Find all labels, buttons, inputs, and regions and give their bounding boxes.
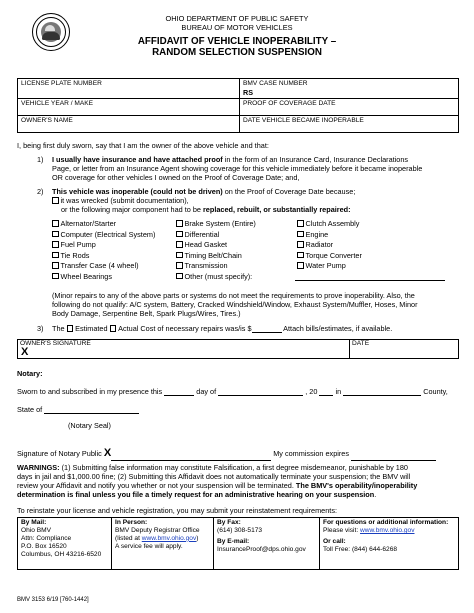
component-checklist (52, 219, 452, 282)
mail-line: Attn: Compliance (21, 534, 72, 542)
minor-repairs-line3: Body Damage, Serpentine Belt, Spark Plugs/Wires, Tires.) (52, 309, 241, 318)
in-person-line1: BMV Deputy Registrar Office (115, 526, 200, 534)
component-option-other[interactable]: Other (must specify): (176, 272, 252, 281)
questions-cell (320, 518, 459, 570)
checkbox[interactable] (176, 262, 183, 269)
owner-signature-x: X (21, 346, 29, 358)
component-option[interactable]: Computer (Electrical System) (52, 230, 155, 239)
item2-number: 2) (37, 187, 44, 196)
repair-cost-field[interactable] (252, 325, 282, 333)
warnings-line1: WARNINGS: (1) Submitting false information may constitute Falsification, a first degree misdemeanor, punishable by 180 (17, 463, 408, 472)
in-person-line2: (listed at www.bmv.ohio.gov) (115, 534, 199, 542)
date-label: DATE (352, 340, 370, 347)
vehicle-year-label: VEHICLE YEAR / MAKE (21, 100, 94, 108)
intro-text: I, being first duly sworn, say that I am the owner of the above vehicle and that: (17, 141, 269, 150)
item3-number: 3) (37, 324, 44, 333)
checkbox[interactable] (297, 220, 304, 227)
component-option[interactable]: Water Pump (297, 261, 346, 270)
item1-number: 1) (37, 155, 44, 164)
license-plate-label: LICENSE PLATE NUMBER (21, 80, 102, 87)
license-plate-field[interactable] (18, 79, 240, 99)
bmv-website-link[interactable]: www.bmv.ohio.gov (141, 534, 197, 542)
item1-line1: I usually have insurance and have attached proof in the form of an Insurance Card, Insurance Declarations (52, 155, 409, 164)
checkbox[interactable] (176, 220, 183, 227)
mail-cell (18, 518, 112, 570)
warnings-line4: determination is final unless you file a timely request for an administrative hearing on your suspension. (17, 490, 377, 499)
bmv-case-field[interactable] (240, 79, 459, 99)
questions-title: For questions or additional information: (323, 519, 449, 526)
component-option[interactable]: Torque Converter (297, 251, 362, 260)
checkbox[interactable] (297, 252, 304, 259)
item1-line2: Page, or letter from an Insurance Agent showing coverage for this vehicle immediately before it became inoperable (52, 164, 423, 173)
notary-signature-line: Signature of Notary Public X My commission expires (17, 447, 436, 461)
checkbox[interactable] (176, 241, 183, 248)
proof-date-field[interactable] (240, 99, 459, 116)
inoperable-date-label: DATE VEHICLE BECAME INOPERABLE (243, 117, 364, 125)
item3-line: The Estimated Actual Cost of necessary repairs was/is $ Attach bills/estimates, if available. (52, 324, 393, 333)
email-title: By E-mail: (217, 537, 250, 545)
call-number: Toll Free: (844) 644-6268 (323, 545, 398, 553)
form-title-line2: RANDOM SELECTION SUSPENSION (152, 47, 322, 58)
checkbox[interactable] (297, 241, 304, 248)
form-title-line1: AFFIDAVIT OF VEHICLE INOPERABILITY – (137, 36, 337, 47)
minor-repairs-line1: (Minor repairs to any of the above parts or systems do not meet the requirements to prove inoperability. Also, the (52, 291, 415, 300)
commission-expires-field[interactable] (351, 453, 436, 461)
minor-repairs-line2: following do not qualify: A/C system, Battery, Cracked Windshield/Window, Exhaust System/Muffler, Hoses, Minor (52, 300, 418, 309)
signature-date-field[interactable] (352, 346, 456, 358)
owner-signature-label: OWNER'S SIGNATURE (20, 340, 91, 347)
checkbox[interactable] (176, 231, 183, 238)
in-person-title: In Person: (115, 519, 148, 526)
county-field[interactable] (343, 388, 421, 396)
vehicle-info-grid (17, 78, 459, 133)
checkbox[interactable] (176, 252, 183, 259)
wrecked-checkbox[interactable] (52, 197, 59, 204)
fax-email-cell (214, 518, 320, 570)
checkbox[interactable] (52, 220, 59, 227)
in-person-line3: A service fee will apply. (115, 542, 183, 550)
component-option[interactable]: Differential (176, 230, 219, 239)
bmv-case-label: BMV CASE NUMBER (243, 80, 308, 87)
component-option[interactable]: Transmission (176, 261, 228, 270)
mail-line: P.O. Box 16520 (21, 542, 67, 550)
item2-line1: This vehicle was inoperable (could not be driven) on the Proof of Coverage Date because; (52, 187, 356, 196)
owner-name-field[interactable] (18, 116, 240, 133)
notary-state-line: State of (17, 405, 139, 414)
email-address[interactable]: InsuranceProof@dps.ohio.gov (217, 545, 306, 553)
checkbox[interactable] (297, 231, 304, 238)
component-option[interactable]: Radiator (297, 240, 333, 249)
mail-line: Columbus, OH 43216-6520 (21, 550, 102, 558)
item1-line3: OR coverage for other vehicles I owned on the Proof of Coverage Date; and, (52, 173, 300, 182)
bureau-name: BUREAU OF MOTOR VEHICLES (181, 23, 293, 32)
component-option[interactable]: Alternator/Starter (52, 219, 116, 228)
component-option[interactable]: Engine (297, 230, 328, 239)
proof-date-label: PROOF OF COVERAGE DATE (243, 100, 336, 108)
year-field[interactable] (319, 388, 333, 396)
reinstate-text: To reinstate your license and vehicle registration, you may submit your reinstatement requirements: (17, 506, 337, 515)
checkbox[interactable] (52, 241, 59, 248)
component-option[interactable]: Transfer Case (4 wheel) (52, 261, 139, 270)
bmv-case-value: RS (243, 88, 253, 98)
other-specify-field[interactable] (295, 280, 445, 281)
in-person-cell (112, 518, 214, 570)
component-option[interactable]: Tie Rods (52, 251, 89, 260)
fax-number: (614) 308-5173 (217, 526, 263, 534)
month-field[interactable] (218, 388, 303, 396)
checkbox[interactable] (52, 273, 59, 280)
notary-sworn-line: Sworn to and subscribed in my presence this day of , 20 in County, (17, 387, 448, 396)
checkbox[interactable] (52, 252, 59, 259)
component-option[interactable]: Timing Belt/Chain (176, 251, 242, 260)
vehicle-year-field[interactable] (18, 99, 240, 116)
checkbox[interactable] (52, 262, 59, 269)
day-field[interactable] (164, 388, 194, 396)
component-option[interactable]: Fuel Pump (52, 240, 96, 249)
state-field[interactable] (44, 406, 139, 414)
warnings-line2: days in jail and $1,000.00 fine; (2) Submitting this Affidavit does not automatically terminate your suspension; the BMV will (17, 472, 411, 481)
component-option[interactable]: Brake System (Entire) (176, 219, 256, 228)
owner-name-label: OWNER'S NAME (21, 117, 73, 125)
component-intro: or the following major component had to be replaced, rebuilt, or substantially repaired: (61, 205, 351, 214)
mail-title: By Mail: (21, 519, 47, 526)
department-name: OHIO DEPARTMENT OF PUBLIC SAFETY (165, 14, 309, 23)
mail-line: Ohio BMV (21, 526, 52, 534)
estimated-checkbox[interactable] (67, 325, 74, 332)
owner-signature-field[interactable] (21, 346, 346, 358)
questions-visit: Please visit: www.bmv.ohio.gov (323, 526, 415, 534)
inoperable-date-field[interactable] (240, 116, 459, 133)
bmv-website-link-2[interactable]: www.bmv.ohio.gov (360, 526, 415, 534)
component-option[interactable]: Clutch Assembly (297, 219, 359, 228)
signature-divider (349, 339, 350, 359)
checkbox[interactable] (52, 231, 59, 238)
fax-title: By Fax: (217, 519, 241, 526)
actual-checkbox[interactable] (110, 325, 117, 332)
notary-heading: Notary: (17, 369, 43, 378)
notary-seal-label: (Notary Seal) (68, 421, 111, 430)
notary-signature-field[interactable] (111, 452, 271, 461)
notary-signature-x: X (103, 447, 112, 459)
form-footer-code: BMV 3153 6/19 [760-1442] (17, 597, 89, 603)
checkbox[interactable] (297, 262, 304, 269)
checkbox[interactable] (176, 273, 183, 280)
wrecked-option[interactable]: it was wrecked (submit documentation), (52, 196, 189, 205)
call-title: Or call: (323, 537, 346, 545)
contact-info-table (17, 517, 459, 570)
warnings-line3: review your Affidavit and notify you whether or not your suspension will be terminated. The BMV's operability/inoperability (17, 481, 418, 490)
component-option[interactable]: Wheel Bearings (52, 272, 112, 281)
component-option[interactable]: Head Gasket (176, 240, 227, 249)
